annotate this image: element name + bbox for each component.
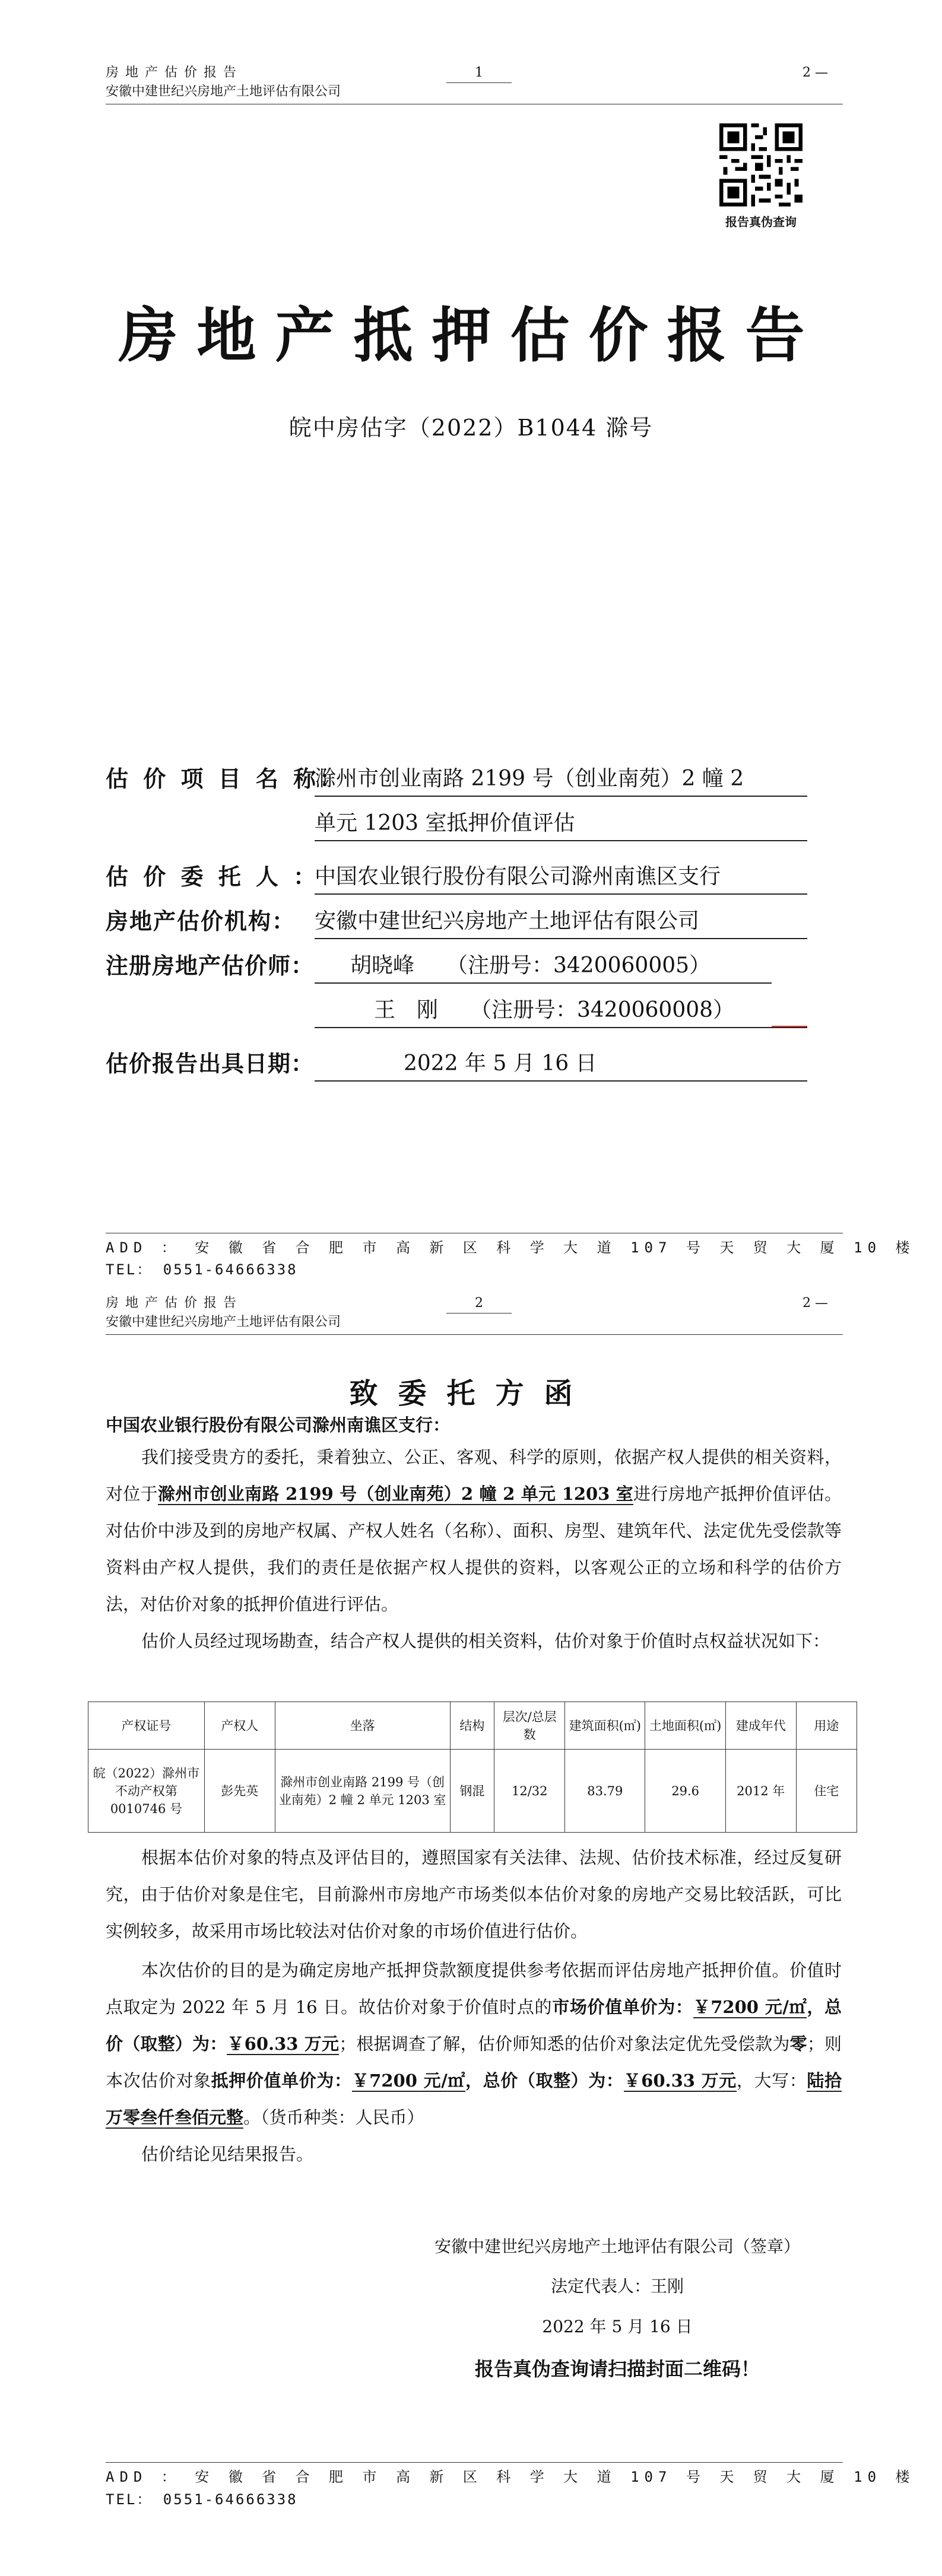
property-address: 滁州市创业南路 2199 号（创业南苑）2 幢 2 单元 1203 室 [157, 1484, 633, 1504]
table-cell: 83.79 [565, 1750, 645, 1833]
client-value: 中国农业银行股份有限公司滁州南谯区支行 [315, 860, 807, 895]
date-value: 2022 年 5 月 16 日 [315, 1047, 807, 1082]
header-total-pages: 2 — [803, 65, 828, 80]
project-label: 估 价 项 目 名 称： [106, 765, 346, 792]
table-header-cell: 结构 [450, 1702, 494, 1750]
header-divider [106, 1334, 843, 1335]
amount-in-words: 陆拾万零叁仟叁佰元整 [106, 2071, 842, 2127]
header-page-underline [446, 1313, 512, 1314]
red-mark [772, 1026, 807, 1027]
signature-company: 安徽中建世纪兴房地产土地评估有限公司（签章） [434, 2237, 800, 2256]
mortgage-total-price: ￥60.33 万元 [623, 2071, 737, 2091]
paragraph-2: 估价人员经过现场勘查，结合产权人提供的相关资料，估价对象于价值时点权益状况如下： [141, 1631, 830, 1651]
table-cell: 2012 年 [725, 1750, 796, 1833]
header-company: 安徽中建世纪兴房地产土地评估有限公司 [106, 1315, 341, 1330]
footer-tel: TEL： 0551-64666338 [106, 1261, 298, 1278]
footer-address: ADD ： 安 徽 省 合 肥 市 高 新 区 科 学 大 道 107 号 天 贸 大 厦 10 楼 [106, 1239, 915, 1256]
footer-divider [106, 2462, 843, 2463]
table-header-cell: 土地面积(㎡) [645, 1702, 725, 1750]
header-title: 房 地 产 估 价 报 告 [106, 1296, 237, 1311]
appraiser-label: 注册房地产估价师： [106, 952, 315, 979]
agency-value: 安徽中建世纪兴房地产土地评估有限公司 [315, 905, 807, 939]
table-cell: 29.6 [645, 1750, 725, 1833]
footer-tel: TEL： 0551-64666338 [106, 2491, 298, 2508]
table-cell: 住宅 [796, 1750, 857, 1833]
market-total-price: ￥60.33 万元 [227, 2034, 340, 2054]
mortgage-unit-price: ￥7200 元/㎡ [351, 2071, 466, 2091]
table-header-cell: 层次/总层数 [494, 1702, 565, 1750]
table-cell: 滁州市创业南路 2199 号（创业南苑）2 幢 2 单元 1203 室 [275, 1750, 450, 1833]
market-unit-price: ￥7200 元/㎡ [693, 1997, 807, 2017]
table-cell: 钢混 [450, 1750, 494, 1833]
paragraph-5: 估价结论见结果报告。 [141, 2144, 314, 2164]
table-cell: 彭先英 [204, 1750, 275, 1833]
project-value-line2: 单元 1203 室抵押价值评估 [315, 807, 807, 841]
header-page-underline [446, 82, 512, 83]
salutation: 中国农业银行股份有限公司滁州南谯区支行： [106, 1415, 451, 1435]
property-table [88, 1702, 857, 1833]
report-number: 皖中房估字（2022）B1044 滁号 [288, 415, 654, 441]
table-header-cell: 产权人 [204, 1702, 275, 1750]
header-page-number: 2 [475, 1296, 483, 1311]
paragraph-3: 根据本估价对象的特点及评估目的，遵照国家有关法律、法规、估价技术标准，经过反复研究，由于估价对象是住宅，目前滁州市房地产市场类似本估价对象的房地产交易比较活跃，可比实例较多，故采用市场比较法对估价对象的市场价值进行估价。 [106, 1847, 842, 1941]
header-company: 安徽中建世纪兴房地产土地评估有限公司 [106, 84, 341, 99]
legal-representative: 法定代表人：王刚 [550, 2276, 684, 2296]
header-page-number: 1 [475, 65, 483, 80]
header-total-pages: 2 — [803, 1296, 828, 1311]
paragraph-4: 本次估价的目的是为确定房地产抵押贷款额度提供参考依据而评估房地产抵押价值。价值时点取定为 2022 年 5 月 16 日。故估价对象于价值时点的市场价值单价为：￥7200 元/㎡，总价（取整）为：￥60.33 万元；根据调查了解，估价师知悉的估价对象法定优先受偿款为零；则本次估价对象抵押价值单价为：￥7200 元/㎡，总价（取整）为：￥60.33 万元，大写：陆拾万零叁仟叁佰元整。（货币种类：人民币） [106, 1960, 842, 2127]
paragraph-1: 我们接受贵方的委托，秉着独立、公正、客观、科学的原则，依据产权人提供的相关资料，对位于滁州市创业南路 2199 号（创业南苑）2 幢 2 单元 1203 室进行房地产抵押价值评估。对估价中涉及到的房地产权属、产权人姓名（名称）、面积、房型、建筑年代、法定优先受偿款等资料由产权人提供，我们的责任是依据产权人提供的资料，以客观公正的立场和科学的估价方法，对估价对象的抵押价值进行评估。 [106, 1447, 842, 1614]
priority-claims: 零 [789, 2034, 807, 2054]
table-header-cell: 建筑面积(㎡) [565, 1702, 645, 1750]
qr-code-icon[interactable] [719, 123, 803, 206]
table-cell: 皖（2022）滁州市不动产权第0010746 号 [88, 1750, 205, 1833]
footer-address: ADD ： 安 徽 省 合 肥 市 高 新 区 科 学 大 道 107 号 天 贸 大 厦 10 楼 [106, 2469, 915, 2485]
table-header-row [88, 1702, 857, 1750]
client-label: 估 价 委 托 人 ： [106, 863, 320, 890]
table-cell: 12/32 [494, 1750, 565, 1833]
qr-caption: 报告真伪查询 [725, 215, 797, 229]
letter-title: 致委托方函 [349, 1377, 593, 1410]
date-label: 估价报告出具日期： [106, 1050, 315, 1077]
table-header-cell: 建成年代 [725, 1702, 796, 1750]
appraiser-1: 胡晓峰 （注册号：3420060005） [315, 949, 772, 984]
table-header-cell: 产权证号 [88, 1702, 205, 1750]
table-header-cell: 坐落 [275, 1702, 450, 1750]
header-title: 房 地 产 估 价 报 告 [106, 65, 237, 80]
signature-date: 2022 年 5 月 16 日 [542, 2317, 693, 2336]
appraiser-2: 王 刚 （注册号：3420060008） [315, 994, 807, 1028]
table-row [88, 1750, 857, 1833]
report-title: 房地产抵押估价报告 [118, 300, 824, 370]
project-value-line1: 滁州市创业南路 2199 号（创业南苑）2 幢 2 [315, 762, 807, 797]
table-header-cell: 用途 [796, 1702, 857, 1750]
verification-notice: 报告真伪查询请扫描封面二维码！ [474, 2358, 760, 2380]
agency-label: 房地产估价机构： [106, 908, 296, 934]
